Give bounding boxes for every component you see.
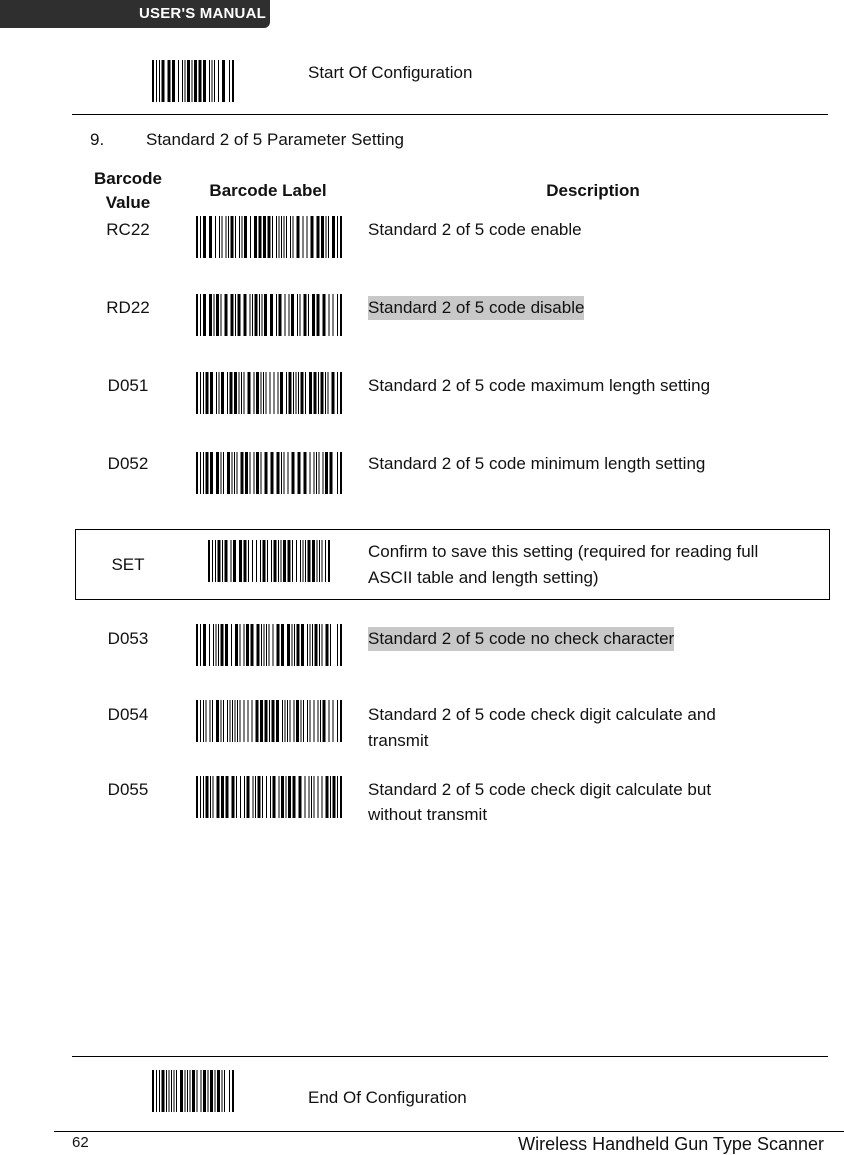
start-config-barcode bbox=[152, 60, 234, 102]
row-description-d053: Standard 2 of 5 code no check character bbox=[368, 627, 674, 651]
row-description-d054-line2: transmit bbox=[368, 731, 429, 750]
barcode-d053 bbox=[196, 624, 342, 666]
end-config-label: End Of Configuration bbox=[308, 1088, 467, 1107]
row-description-rd22: Standard 2 of 5 code disable bbox=[368, 296, 584, 320]
row-description-d054-line1: Standard 2 of 5 code check digit calculate and bbox=[368, 705, 716, 724]
row-value-rc22: RC22 bbox=[106, 220, 150, 239]
bottom-divider bbox=[72, 1056, 828, 1057]
row-description-d051: Standard 2 of 5 code maximum length setting bbox=[368, 376, 711, 395]
row-value-d055: D055 bbox=[107, 780, 149, 799]
end-config-barcode bbox=[152, 1070, 234, 1112]
column-header-value-line1: Barcode bbox=[93, 169, 163, 188]
footer-title: Wireless Handheld Gun Type Scanner bbox=[518, 1134, 824, 1154]
section-number: 9. bbox=[90, 130, 105, 149]
row-description-set-line2: ASCII table and length setting) bbox=[368, 568, 599, 587]
column-header-value-line2: Value bbox=[105, 193, 151, 212]
barcode-set bbox=[208, 540, 330, 582]
column-header-value bbox=[78, 167, 178, 215]
page-number: 62 bbox=[72, 1134, 89, 1151]
barcode-d054 bbox=[196, 700, 342, 742]
row-description-d052: Standard 2 of 5 code minimum length setting bbox=[368, 454, 706, 473]
row-description-set-line1: Confirm to save this setting (required for reading full bbox=[368, 542, 759, 561]
row-description-d055-line1: Standard 2 of 5 code check digit calculate but bbox=[368, 780, 712, 799]
column-header-label: Barcode Label bbox=[209, 181, 327, 200]
barcode-rc22 bbox=[196, 216, 342, 258]
barcode-d051 bbox=[196, 372, 342, 414]
manual-header-label: USER'S MANUAL bbox=[138, 5, 266, 22]
barcode-d052 bbox=[196, 452, 342, 494]
barcode-rd22 bbox=[196, 294, 342, 336]
row-value-d053: D053 bbox=[107, 629, 149, 648]
row-value-set: SET bbox=[111, 555, 145, 574]
start-config-label: Start Of Configuration bbox=[308, 63, 473, 82]
top-divider bbox=[72, 114, 828, 115]
row-value-d054: D054 bbox=[107, 705, 149, 724]
row-description-d055-line2: without transmit bbox=[368, 805, 488, 824]
row-value-d051: D051 bbox=[107, 376, 149, 395]
row-description-rc22: Standard 2 of 5 code enable bbox=[368, 220, 582, 239]
section-title: Standard 2 of 5 Parameter Setting bbox=[146, 130, 404, 149]
barcode-d055 bbox=[196, 776, 342, 818]
row-value-rd22: RD22 bbox=[106, 298, 150, 317]
row-value-d052: D052 bbox=[107, 454, 149, 473]
column-header-description: Description bbox=[546, 181, 640, 200]
footer-rule bbox=[54, 1131, 844, 1132]
manual-header-tab bbox=[0, 0, 270, 28]
